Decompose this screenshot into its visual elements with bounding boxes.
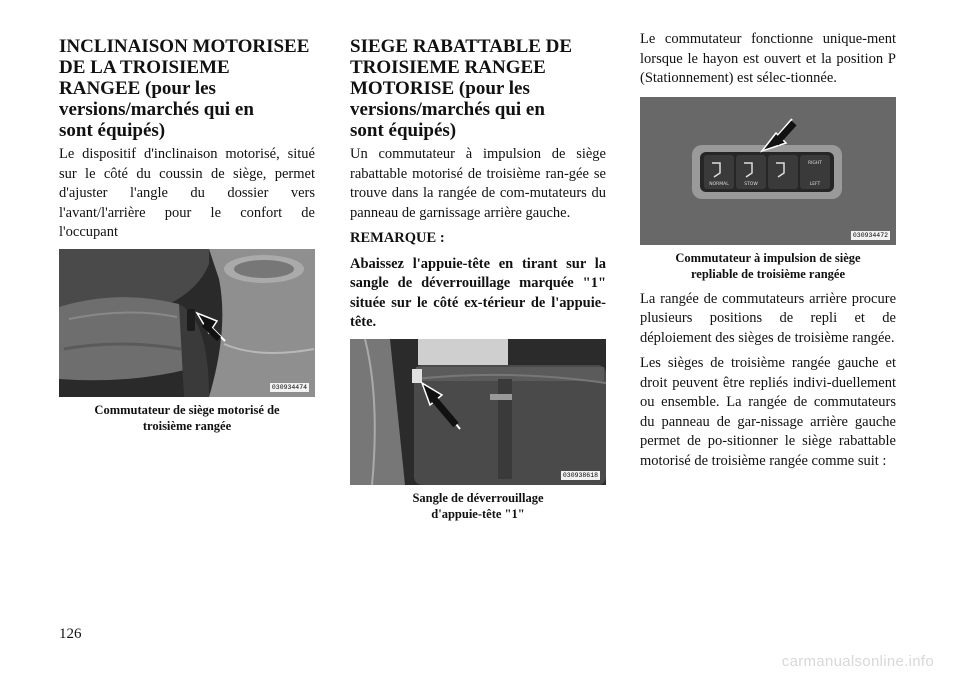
switch-row-paragraph: La rangée de commutateurs arrière procure plusieurs positions de repli et de déploiement des sièges de troisième rangée. [640,290,896,346]
caption-line-1: Commutateur de siège motorisé de [94,402,280,417]
figure-fold-switch [640,97,896,245]
headrest-strap-illustration [350,339,606,485]
seat-switch-illustration [59,249,315,397]
figure-headrest-strap [350,339,606,485]
switch-label-left: LEFT [809,181,821,187]
section-body-power-fold: Un commutateur à impulsion de siège rabattable motorisé de troisième ran-gée se trouve dans la rangée de com-mutateurs du panneau de garnissage arrière gauche. [350,146,606,221]
fold-switch-illustration [640,97,896,245]
figure-code: 030938618 [562,471,598,479]
section-title-power-recline: INCLINAISON MOTORISEE DE LA TROISIEME RANGEE (pour les versions/marchés qui en sont équipés) [59,36,310,141]
note-text: Abaissez l'appuie-tête en tirant sur la sangle de déverrouillage marquée "1" située sur le côté ex-térieur de l'appuie-tête. [350,255,606,330]
caption-line-1: Commutateur à impulsion de siège [675,250,861,265]
switch-label-normal: NORMAL [709,181,729,187]
caption-line-2: troisième rangée [142,418,232,433]
caption-line-2: d'appuie-tête "1" [431,506,525,521]
figure-code: 030934472 [852,231,888,239]
watermark: carmanualsonline.info [781,653,934,670]
page-number: 126 [59,626,82,642]
seat-fold-paragraph: Les sièges de troisième rangée gauche et droit peuvent être repliés indivi-duellement ou ensemble. La rangée de commutateurs du panneau de gar-nissage arrière gauche permet de po-sitionner le siège rabattable motorisé de troisième rangée comme suit : [640,355,896,469]
switch-label-stow: STOW [744,181,758,187]
column-2 [350,36,606,530]
figure-seat-switch [59,249,315,397]
column-3 [640,30,896,477]
note-label: REMARQUE : [350,230,445,246]
caption-line-2: repliable de troisième rangée [690,266,846,281]
column-1 [59,36,315,442]
figure-caption [350,490,606,522]
switch-condition-text: Le commutateur fonctionne unique-ment lorsque le hayon est ouvert et la position P (Stationnement) est sélec-tionnée. [640,31,896,86]
caption-line-1: Sangle de déverrouillage [412,490,544,505]
figure-caption [59,402,315,434]
section-title-power-fold: SIEGE RABATTABLE DE TROISIEME RANGEE MOTORISE (pour les versions/marchés qui en sont équipés) [350,36,573,141]
switch-label-right: RIGHT [807,160,823,166]
figure-caption [640,250,896,282]
section-body-power-recline: Le dispositif d'inclinaison motorisé, situé sur le côté du coussin de siège, permet d'ajuster l'angle du dossier vers l'avant/l'arrière pour le confort de l'occupant [59,146,315,240]
figure-code: 030934474 [271,383,307,391]
